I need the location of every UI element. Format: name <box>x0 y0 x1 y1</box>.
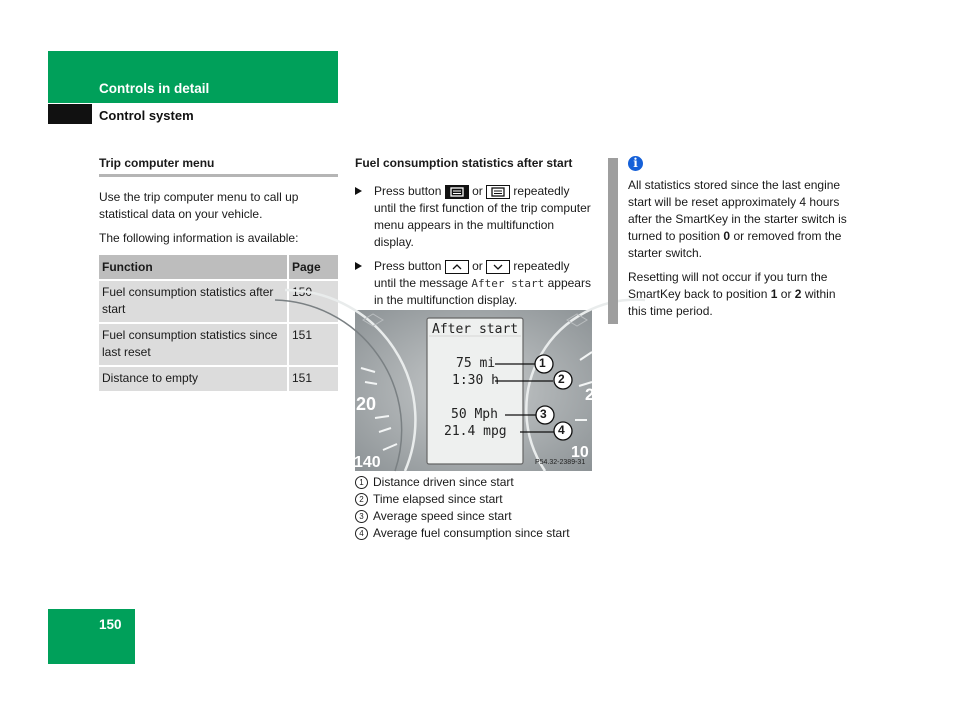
legend-item <box>355 491 595 508</box>
legend-number: 1 <box>355 476 368 489</box>
step-1-rest: repeatedly until the first function of the trip computer menu appears in the multifunction display. <box>374 184 591 249</box>
info-paragraph-2 <box>628 269 850 320</box>
figure-legend <box>355 474 595 542</box>
info-para2-text-b: within this time period. <box>628 287 836 318</box>
page-number-box <box>48 609 135 664</box>
gauge-label-2: 2 <box>585 385 595 404</box>
info-para1-text-a: All statistics stored since the last engine start will be reset approximately 4 hours after the SmartKey in the starter switch is turned to position <box>628 178 847 243</box>
section-title: Controls in detail <box>99 81 210 96</box>
callout-4: 4 <box>558 423 565 437</box>
instrument-display-figure <box>354 310 595 471</box>
info-para1-text-b: or removed from the starter switch. <box>628 229 842 260</box>
section-tab-marker <box>48 104 92 124</box>
bullet-triangle-icon <box>355 262 362 270</box>
callout-1: 1 <box>539 356 546 370</box>
callout-2: 2 <box>558 372 565 386</box>
legend-item <box>355 474 595 491</box>
trip-menu-column <box>99 156 338 393</box>
up-key-icon <box>445 260 469 274</box>
legend-text: Average speed since start <box>373 509 512 523</box>
trip-menu-intro: Use the trip computer menu to call up statistical data on your vehicle. <box>99 190 299 221</box>
info-sidebar-bar <box>608 158 618 324</box>
display-speed: 50 Mph <box>451 407 498 422</box>
step-2-press: Press button <box>374 259 442 273</box>
step-2-message: After start <box>471 277 545 290</box>
table-header-row <box>99 255 338 281</box>
display-title: After start <box>432 322 519 337</box>
display-consumption: 21.4 mpg <box>444 424 507 439</box>
trip-menu-heading: Trip computer menu <box>99 156 338 177</box>
table-cell-page: 151 <box>287 367 338 393</box>
table-row <box>99 281 338 324</box>
function-table <box>99 255 338 393</box>
legend-number: 4 <box>355 527 368 540</box>
available-text: The following information is available: <box>99 231 299 245</box>
gauge-label-20: 20 <box>356 394 377 414</box>
step-2-rest-a: repeatedly until the message <box>374 259 570 290</box>
legend-item <box>355 508 595 525</box>
step-1-or: or <box>472 184 483 198</box>
info-position-2: 2 <box>794 287 802 301</box>
callout-lines <box>355 310 595 471</box>
display-distance: 75 mi <box>456 356 496 371</box>
info-box <box>628 156 850 320</box>
table-row <box>99 324 338 367</box>
figure-reference: P54.32-2389-31 <box>535 459 586 466</box>
display-forward-key-icon <box>445 185 469 199</box>
bullet-triangle-icon <box>355 187 362 195</box>
table-row <box>99 367 338 393</box>
step-1 <box>355 183 592 251</box>
table-cell-function: Distance to empty <box>99 367 287 393</box>
callout-3: 3 <box>540 407 547 421</box>
gauge-label-10: 10 <box>571 444 589 461</box>
info-position-0: 0 <box>723 229 731 243</box>
legend-number: 2 <box>355 493 368 506</box>
down-key-icon <box>486 260 510 274</box>
step-2 <box>355 258 592 309</box>
table-header-function: Function <box>99 255 287 281</box>
legend-item <box>355 525 595 542</box>
page-number: 150 <box>99 617 122 632</box>
table-cell-function: Fuel consumption statistics since last reset <box>99 324 287 367</box>
subsection-title: Control system <box>99 108 194 123</box>
fuel-stats-heading: Fuel consumption statistics after start <box>355 156 573 170</box>
section-header <box>48 51 338 103</box>
info-para2-or: or <box>780 287 792 301</box>
fuel-stats-column <box>355 156 592 309</box>
table-cell-page: 150 <box>287 281 338 324</box>
table-cell-page: 151 <box>287 324 338 367</box>
step-1-press: Press button <box>374 184 442 198</box>
info-position-1: 1 <box>770 287 778 301</box>
table-cell-function: Fuel consumption statistics after start <box>99 281 287 324</box>
step-2-or: or <box>472 259 483 273</box>
legend-number: 3 <box>355 510 368 523</box>
step-2-rest-b: appears in the multifunction display. <box>374 276 591 307</box>
display-time: 1:30 h <box>452 373 499 388</box>
legend-text: Average fuel consumption since start <box>373 526 570 540</box>
info-para2-text-a: Resetting will not occur if you turn the SmartKey back to position <box>628 270 828 301</box>
table-header-page: Page <box>287 255 338 281</box>
display-back-key-icon <box>486 185 510 199</box>
legend-text: Time elapsed since start <box>373 492 503 506</box>
legend-text: Distance driven since start <box>373 475 514 489</box>
info-paragraph-1 <box>628 177 850 262</box>
info-icon: i <box>628 156 643 171</box>
gauge-label-140: 140 <box>354 454 381 471</box>
